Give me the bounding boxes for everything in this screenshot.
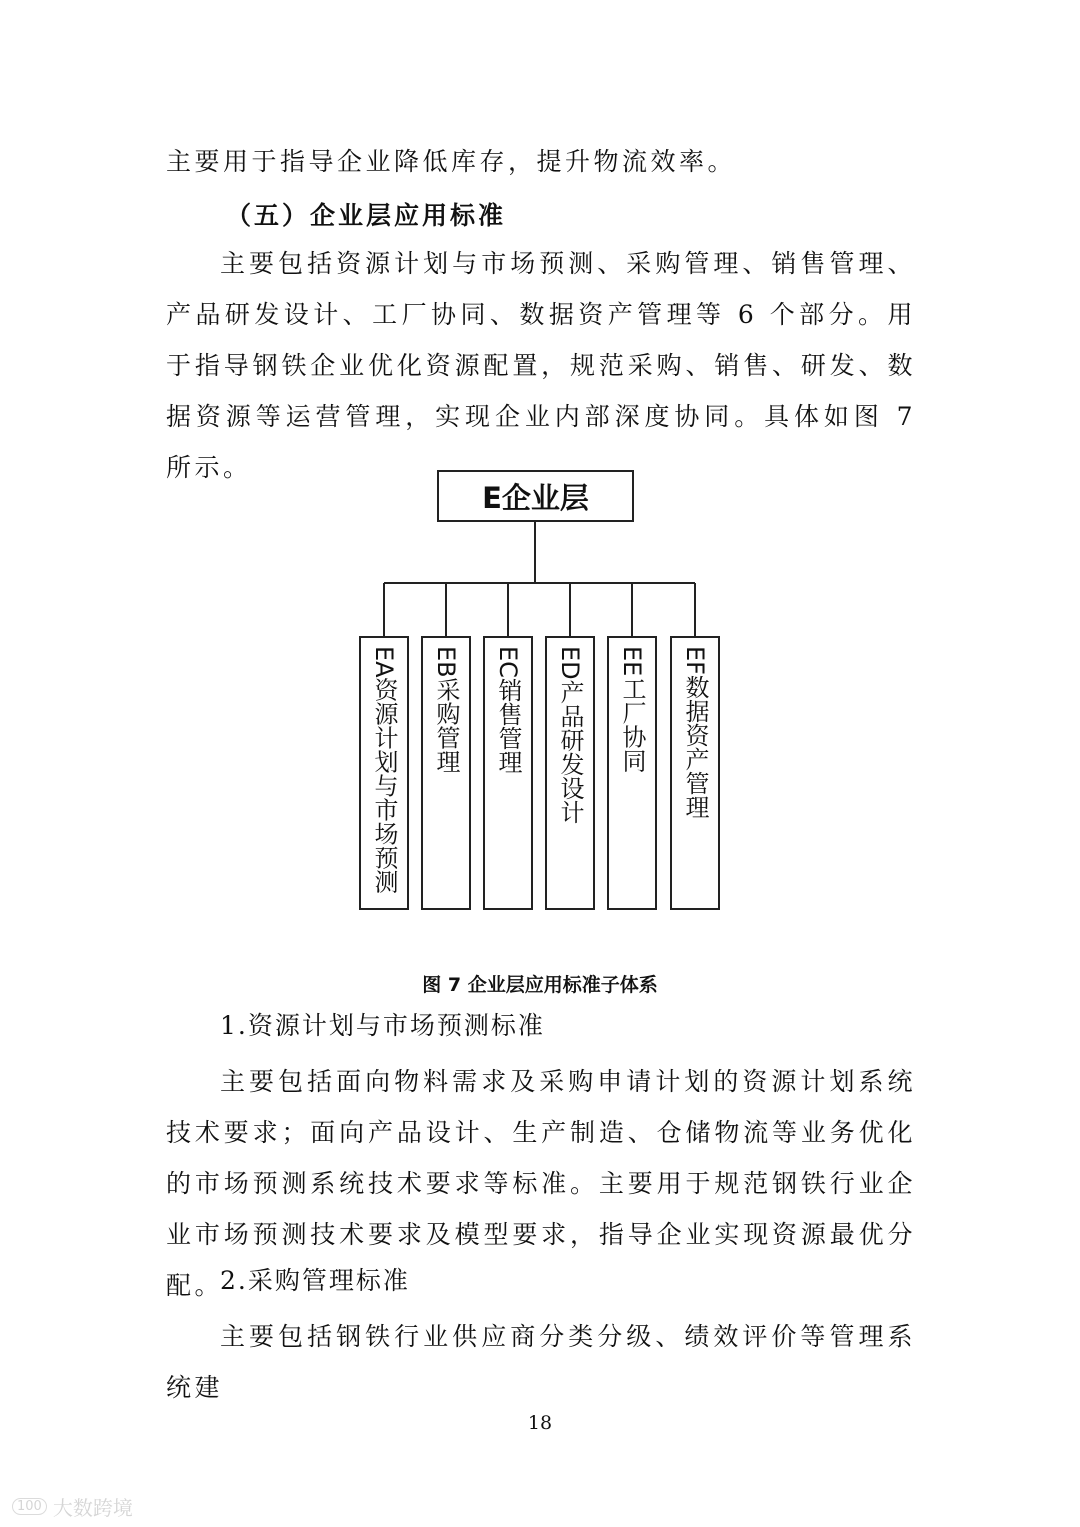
section-heading-5: （五）企业层应用标准 <box>226 201 507 230</box>
diagram-child-box <box>483 636 533 910</box>
subsection-heading-1: 1.资源计划与市场预测标准 <box>220 1011 545 1040</box>
diagram-child-label: EF数据资产管理 <box>681 646 709 819</box>
paragraph-2: 主要包括资源计划与市场预测、采购管理、销售管理、产品研发设计、工厂协同、数据资产管理等 6 个部分。用于指导钢铁企业优化资源配置，规范采购、销售、研发、数据资源等运营管理，实现企业内部深度协同。具体如图 7 所示。 <box>166 249 916 482</box>
figure-caption: 图 7 企业层应用标准子体系 <box>422 974 658 996</box>
diagram-child-label: EA资源计划与市场预测 <box>370 646 398 894</box>
diagram-child-box <box>359 636 409 910</box>
diagram-child-label: EE工厂协同 <box>618 646 646 773</box>
diagram-child-box <box>670 636 720 910</box>
diagram-root-box <box>437 470 634 522</box>
diagram-child-box <box>607 636 657 910</box>
watermark <box>12 1492 133 1521</box>
subsection-heading-2: 2.采购管理标准 <box>220 1266 410 1295</box>
watermark-text: 大数跨境 <box>52 1496 133 1520</box>
diagram-child-label: EB采购管理 <box>432 646 460 774</box>
paragraph-3: 主要包括面向物料需求及采购申请计划的资源计划系统技术要求；面向产品设计、生产制造、仓储物流等业务优化的市场预测系统技术要求等标准。主要用于规范钢铁行业企业市场预测技术要求及模型要求，指导企业实现资源最优分配。 <box>166 1067 916 1300</box>
page-number: 18 <box>527 1412 553 1434</box>
diagram-root-label: E企业层 <box>482 480 589 515</box>
paragraph-1: 主要用于指导企业降低库存，提升物流效率。 <box>166 147 737 176</box>
diagram-child-label: ED产品研发设计 <box>556 646 584 824</box>
watermark-logo-icon: 100 <box>12 1498 47 1515</box>
diagram-child-box <box>545 636 595 910</box>
diagram-child-box <box>421 636 471 910</box>
diagram-child-label: EC销售管理 <box>494 646 522 774</box>
paragraph-4: 主要包括钢铁行业供应商分类分级、绩效评价等管理系统建 <box>166 1322 916 1402</box>
